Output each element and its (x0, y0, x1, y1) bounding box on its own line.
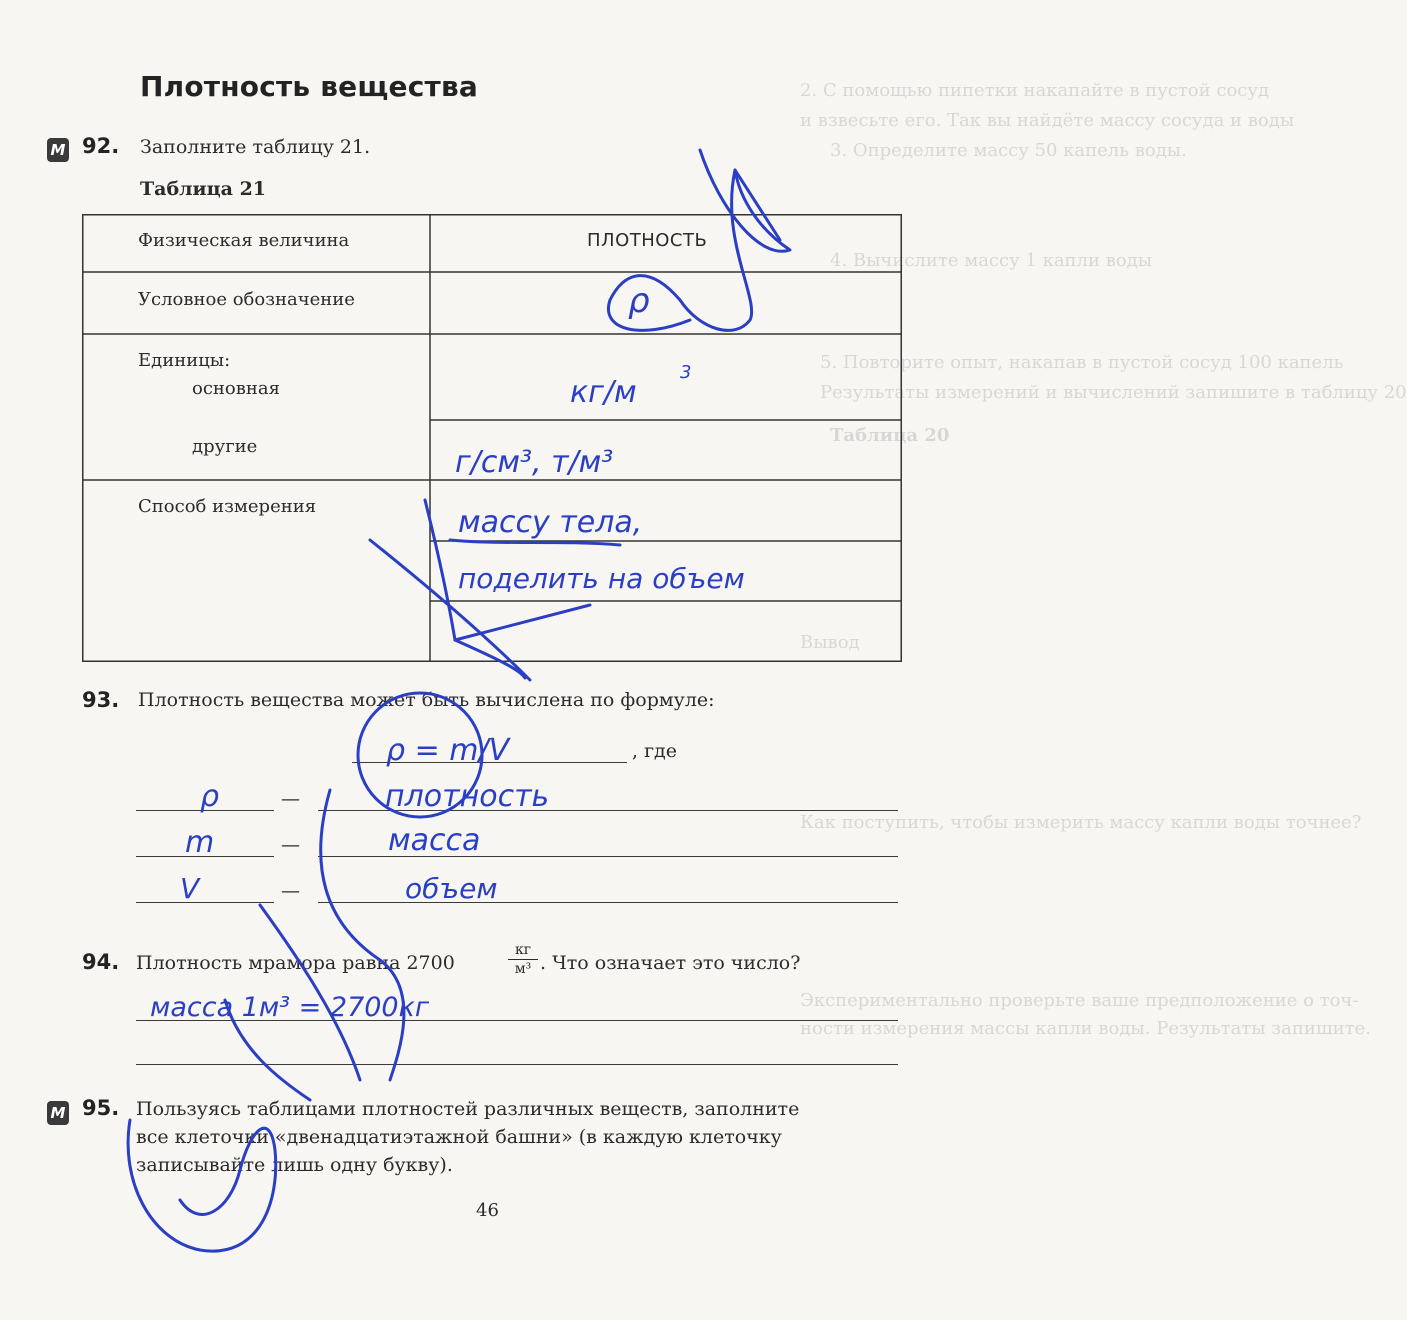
def-line-symbol-3 (136, 902, 274, 903)
def-line-meaning-1 (318, 810, 898, 811)
ink-formula: ρ = m/V (386, 733, 510, 768)
bleed-through-line: ности измерения массы капли воды. Результаты запишите. (800, 1018, 1371, 1039)
ink-stroke (260, 905, 360, 1080)
bleed-through-line: Таблица 20 (830, 425, 950, 446)
unit-fraction (508, 942, 538, 979)
bleed-through-line: Результаты измерений и вычислений запишите в таблицу 20 (820, 382, 1407, 403)
method-badge-icon: М (47, 1101, 69, 1125)
ink-def-meaning-1: плотность (385, 779, 550, 814)
page-number: 46 (476, 1200, 499, 1221)
def-dash-3: — (281, 880, 300, 902)
row-label-quantity: Физическая величина (138, 230, 350, 251)
cell-quantity-value: ПЛОТНОСТЬ (587, 230, 708, 251)
table-21 (82, 214, 902, 662)
ink-def-symbol-2: m (185, 825, 215, 860)
formula-suffix: , где (632, 740, 677, 762)
ink-answer-94: масса 1м³ = 2700кг (150, 992, 430, 1023)
ink-stroke (225, 1000, 310, 1100)
task-92-number: 92. (82, 134, 120, 158)
unit-numerator: кг (508, 942, 538, 960)
bleed-through-line: 5. Повторите опыт, накапав в пустой сосуд 100 капель (820, 352, 1344, 373)
ink-method-1: массу тела, (458, 505, 643, 540)
def-dash-2: — (281, 834, 300, 856)
task-95-line-3: записывайте лишь одну букву). (136, 1154, 453, 1176)
table-21-caption: Таблица 21 (140, 178, 267, 200)
ink-stroke (321, 790, 404, 1080)
bleed-through-line: Вывод (800, 632, 860, 653)
task-93-text: Плотность вещества может быть вычислена по формуле: (138, 689, 715, 711)
ink-units-other: г/см³, т/м³ (455, 445, 614, 480)
method-badge-icon: М (47, 138, 69, 162)
def-line-symbol-2 (136, 856, 274, 857)
ink-unit-main: кг/м (570, 375, 637, 410)
def-line-symbol-1 (136, 810, 274, 811)
task-94-text-before: Плотность мрамора равна 2700 (136, 952, 455, 974)
task-95-line-1: Пользуясь таблицами плотностей различных веществ, заполните (136, 1098, 800, 1120)
def-line-meaning-3 (318, 902, 898, 903)
ink-method-2: поделить на объем (458, 562, 745, 595)
answer-line-1 (136, 1020, 898, 1021)
row-label-method: Способ измерения (138, 496, 317, 517)
ink-symbol-rho: ρ (628, 281, 650, 321)
formula-line (352, 762, 627, 763)
def-line-meaning-2 (318, 856, 898, 857)
bleed-through-line: Экспериментально проверьте ваше предположение о точ- (800, 990, 1359, 1011)
bleed-through-line: 2. С помощью пипетки накапайте в пустой сосуд (800, 80, 1270, 101)
ink-circle (358, 693, 482, 817)
row-label-units-other: другие (192, 436, 258, 457)
task-95-number: 95. (82, 1096, 120, 1120)
task-94-text-after: . Что означает это число? (540, 952, 801, 974)
answer-line-2 (136, 1064, 898, 1065)
row-label-symbol: Условное обозначение (138, 289, 355, 310)
task-92-text: Заполните таблицу 21. (140, 136, 371, 158)
ink-def-symbol-3: V (180, 872, 200, 905)
bleed-through-line: 4. Вычислите массу 1 капли воды (830, 250, 1153, 271)
task-94-number: 94. (82, 950, 120, 974)
page-title: Плотность вещества (140, 70, 478, 103)
bleed-through-line: 3. Определите массу 50 капель воды. (830, 140, 1187, 161)
ink-def-symbol-1: ρ (200, 779, 220, 814)
unit-denominator: м³ (514, 961, 532, 977)
task-93-number: 93. (82, 688, 120, 712)
task-95-line-2: все клеточки «двенадцатиэтажной башни» (в каждую клеточку (136, 1126, 782, 1148)
ink-def-meaning-3: объем (405, 872, 498, 905)
ink-def-meaning-2: масса (388, 823, 481, 858)
bleed-through-line: и взвесьте его. Так вы найдёте массу сосуда и воды (800, 110, 1295, 131)
row-label-units: Единицы: (138, 350, 231, 371)
def-dash-1: — (281, 788, 300, 810)
ink-unit-main-exp: 3 (680, 362, 692, 383)
bleed-through-line: Как поступить, чтобы измерить массу капли воды точнее? (800, 812, 1362, 833)
row-label-units-main: основная (192, 378, 280, 399)
